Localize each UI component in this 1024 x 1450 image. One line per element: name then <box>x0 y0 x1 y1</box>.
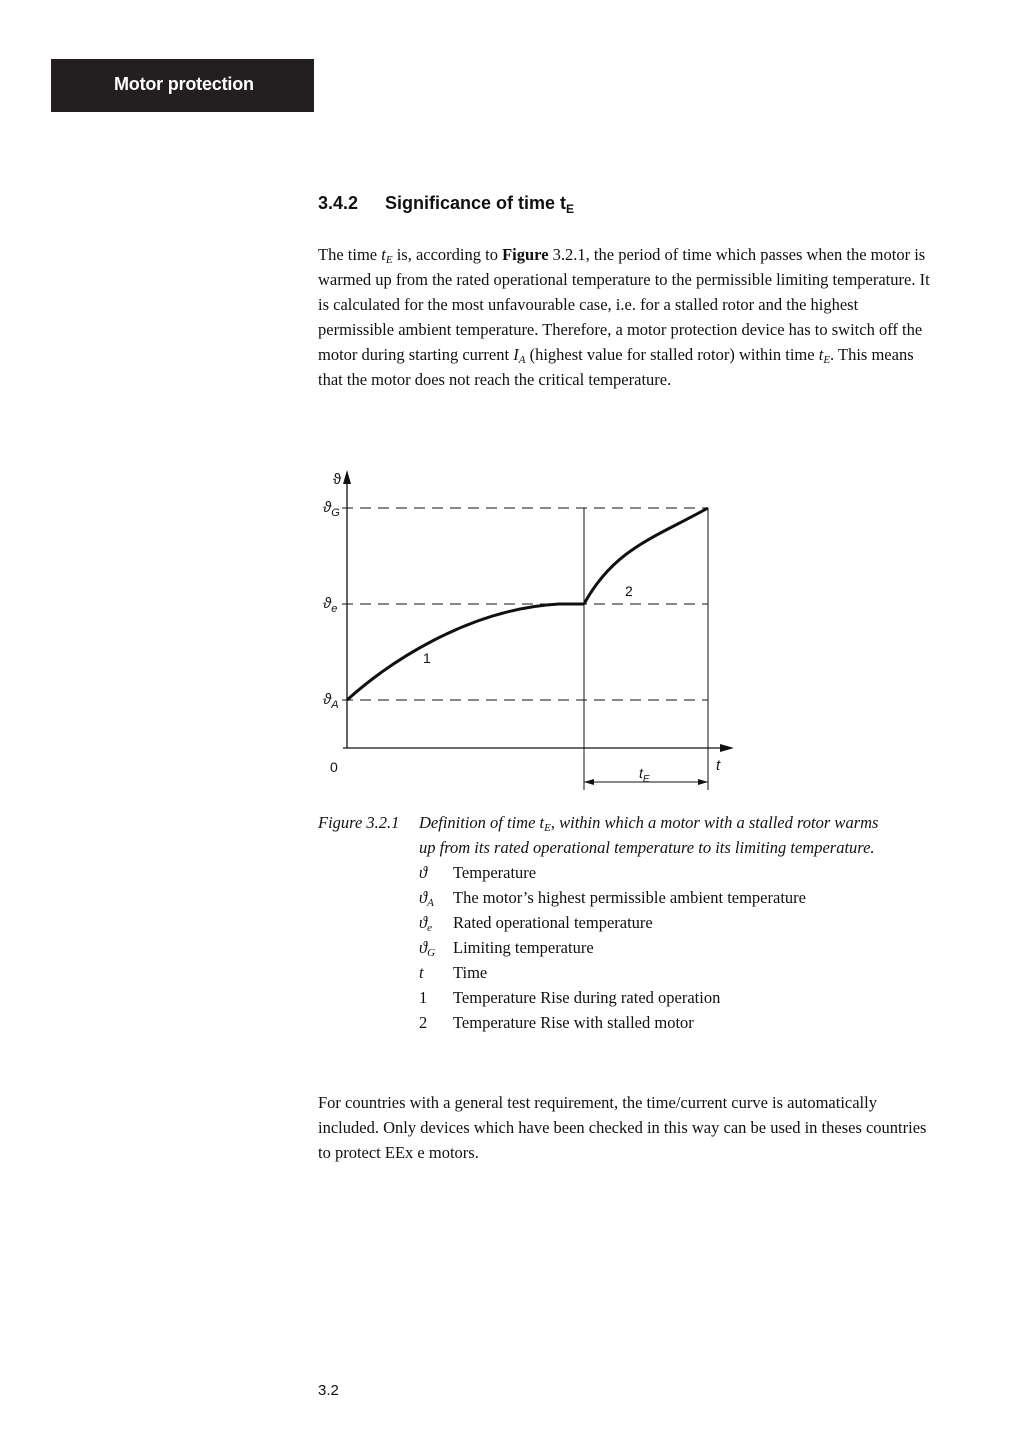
para1-part-a: The time <box>318 245 382 264</box>
interval-label: $t_E$ <box>639 765 650 785</box>
legend-symbol: ϑ <box>419 863 428 882</box>
caption-legend <box>419 860 938 1035</box>
para1-part-b: is, according to <box>392 245 503 264</box>
y-tick-label-e: $ϑ_e$ <box>323 595 338 615</box>
legend-desc: Time <box>453 963 488 982</box>
legend-symbol: t <box>419 963 424 982</box>
intro-paragraph <box>318 242 938 392</box>
legend-symbol: 1 <box>419 988 428 1007</box>
interval-arrow-right <box>698 779 708 785</box>
para1-part-d: (highest value for stalled rotor) within time <box>525 345 819 364</box>
para1-I-sub: A <box>518 354 526 366</box>
legend-symbol: $ϑ_G$ <box>419 938 436 959</box>
legend-symbol: 2 <box>419 1013 428 1032</box>
caption-label: Figure 3.2.1 <box>318 813 400 832</box>
para1-t-sub: E <box>385 254 393 266</box>
legend-desc: Temperature <box>453 863 537 882</box>
temperature-time-figure <box>310 460 750 800</box>
header-tab-label: Motor protection <box>114 74 254 94</box>
section-title-sub: E <box>566 202 575 216</box>
page-number: 3.2 <box>318 1382 339 1399</box>
x-axis-label: t <box>716 757 721 774</box>
caption-text-a: Definition of time t <box>419 813 545 832</box>
caption-text-sub: E <box>544 822 551 834</box>
legend-symbol: $ϑ_e$ <box>419 913 432 934</box>
legend-row <box>419 860 938 885</box>
y-tick-label-G: $ϑ_G$ <box>323 499 340 519</box>
series-1-label: 1 <box>423 650 431 666</box>
series-2-curve <box>584 508 708 604</box>
legend-row <box>419 985 938 1010</box>
origin-label: 0 <box>330 759 338 775</box>
para1-t: t <box>381 245 386 264</box>
legend-symbol: $ϑ_A$ <box>419 888 434 909</box>
legend-row <box>419 960 938 985</box>
section-title: Significance of time t <box>385 193 567 213</box>
para1-part-e: . This means that the motor does not reach the critical temperature. <box>318 345 914 389</box>
y-tick-label-A: $ϑ_A$ <box>323 691 339 711</box>
legend-row <box>419 910 938 935</box>
interval-arrow-left <box>584 779 594 785</box>
legend-desc: Temperature Rise with stalled motor <box>453 1013 694 1032</box>
caption-text-b: , within which a motor with a stalled rotor warms up from its rated operational temperature to its limiting temperature. <box>419 813 879 857</box>
x-axis-arrow <box>720 744 734 752</box>
temperature-time-chart <box>310 460 750 800</box>
para1-t2: t <box>818 345 824 364</box>
section-number: 3.4.2 <box>318 193 359 213</box>
para1-part-c: 3.2.1, the period of time which passes when the motor is warmed up from the rated operational temperature to the permissible limiting temperature. It is calculated for the most unfavourable case, i.e. for a stalled rotor and the highest permissible ambient temperature. Therefore, a motor protection device has to switch off the motor during starting current <box>318 245 930 364</box>
para1-figure-word: Figure <box>502 245 549 264</box>
legend-desc: The motor’s highest permissible ambient temperature <box>453 888 806 907</box>
y-axis-arrow <box>343 470 351 484</box>
legend-desc: Rated operational temperature <box>453 913 653 932</box>
legend-row <box>419 885 938 910</box>
para1-t2-sub: E <box>823 354 831 366</box>
legend-row <box>419 1010 938 1035</box>
header-tab <box>51 59 314 112</box>
legend-desc: Limiting temperature <box>453 938 594 957</box>
caption-text <box>419 810 889 860</box>
series-2-label: 2 <box>625 583 633 599</box>
legend-desc: Temperature Rise during rated operation <box>453 988 721 1007</box>
para1-I: I <box>513 345 519 364</box>
closing-paragraph: For countries with a general test requirement, the time/current curve is automatically included. Only devices which have been checked in this way can be used in theses countries to protect EEx e motors. <box>318 1093 927 1162</box>
y-axis-label: ϑ <box>333 471 342 488</box>
section-heading <box>318 193 574 216</box>
series-1-curve <box>347 604 584 700</box>
legend-row <box>419 935 938 960</box>
figure-caption <box>318 810 938 1035</box>
